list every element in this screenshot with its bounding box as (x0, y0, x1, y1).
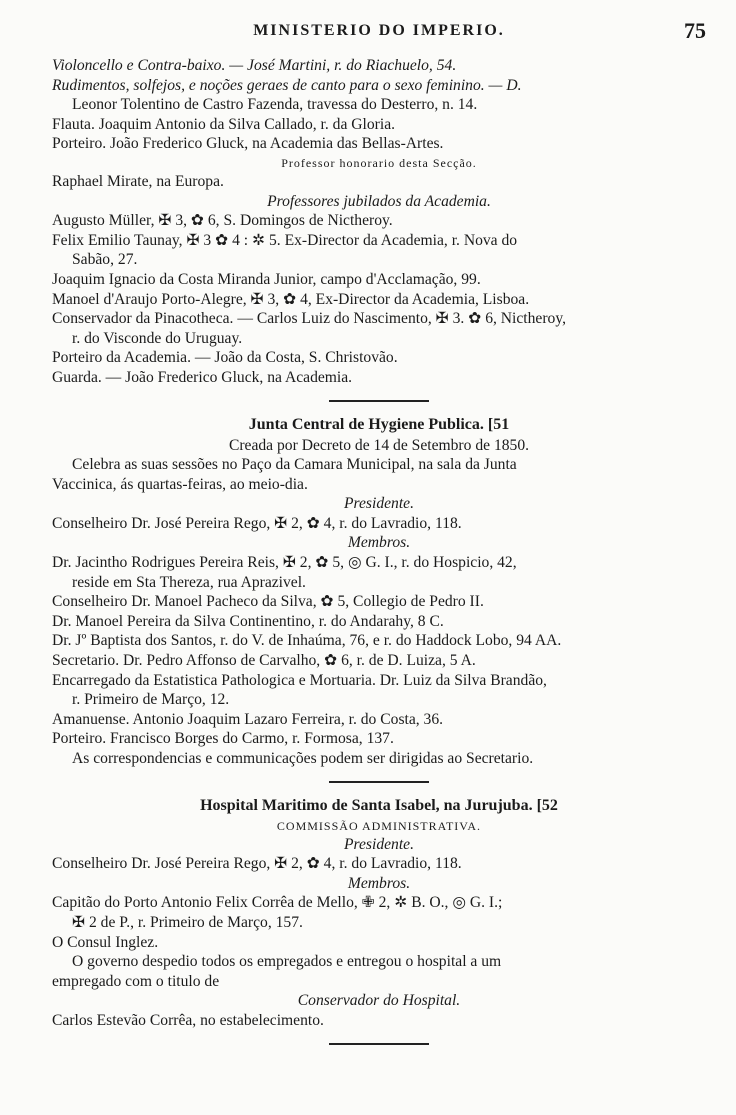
text-line: Membros. (347, 534, 411, 552)
text-line: Vaccinica, ás quartas-feiras, ao meio-dia. (52, 475, 308, 493)
text-line: Flauta. Joaquim Antonio da Silva Callado, r. da Gloria. (52, 115, 396, 133)
text-line: Conselheiro Dr. Manoel Pacheco da Silva, ✿ 5, Collegio de Pedro II. (52, 593, 484, 611)
text-line: Porteiro da Academia. — João da Costa, S. Christovão. (52, 349, 398, 367)
text-line: Porteiro. Francisco Borges do Carmo, r. Formosa, 137. (52, 730, 394, 748)
text-line: Dr. Jacintho Rodrigues Pereira Reis, ✠ 2, ✿ 5, ◎ G. I., r. do Hospicio, 42, (52, 554, 517, 572)
text-line: Dr. Manoel Pereira da Silva Continentino, r. do Andarahy, 8 C. (52, 612, 444, 630)
text-line: As correspondencias e communicações podem ser dirigidas ao Secretario. (72, 750, 534, 767)
text-line: Secretario. Dr. Pedro Affonso de Carvalho, ✿ 6, r. de D. Luiza, 5 A. (52, 652, 476, 670)
text-line: Violoncello e Contra-baixo. — José Martini, r. do Riachuelo, 54. (52, 57, 457, 74)
page-header (52, 18, 706, 56)
text-line: Leonor Tolentino de Castro Fazenda, travessa do Desterro, n. 14. (72, 96, 478, 114)
text-line: Capitão do Porto Antonio Felix Corrêa de Mello, ✙ 2, ✲ B. O., ◎ G. I.; (52, 894, 503, 912)
text-line: Joaquim Ignacio da Costa Miranda Junior, campo d'Acclamação, 99. (52, 270, 481, 288)
text-line: Professor honorario desta Secção. (281, 155, 477, 170)
text-line: Guarda. — João Frederico Gluck, na Academia. (52, 368, 353, 386)
text-line: r. Primeiro de Março, 12. (72, 691, 230, 709)
text-line: Conservador da Pinacotheca. — Carlos Luiz do Nascimento, ✠ 3. ✿ 6, Nictheroy, (52, 310, 567, 328)
text-line: empregado com o titulo de (52, 972, 220, 990)
text-line: Sabão, 27. (72, 251, 138, 269)
text-line: Carlos Estevão Corrêa, no estabelecimento. (52, 1011, 324, 1029)
text-line: Presidente. (343, 495, 414, 513)
section-divider (329, 1043, 429, 1045)
text-line: ✠ 2 de P., r. Primeiro de Março, 157. (72, 913, 303, 931)
text-line: Conselheiro Dr. José Pereira Rego, ✠ 2, ✿ 4, r. do Lavradio, 118. (52, 514, 462, 532)
section-hospital-maritimo (52, 795, 706, 1031)
section-title: Junta Central de Hygiene Publica. [51 (248, 415, 510, 433)
section-divider (329, 781, 429, 783)
text-line: Rudimentos, solfejos, e noções geraes de canto para o sexo feminino. — D. (52, 76, 522, 94)
text-line: Raphael Mirate, na Europa. (52, 172, 224, 190)
text-line: reside em Sta Thereza, rua Aprazivel. (72, 573, 306, 591)
text-line: r. do Visconde do Uruguay. (72, 329, 243, 347)
section-academia-bellas-artes (52, 56, 706, 388)
text-line: Manoel d'Araujo Porto-Alegre, ✠ 3, ✿ 4, Ex-Director da Academia, Lisboa. (52, 290, 530, 308)
text-line: Professores jubilados da Academia. (267, 192, 491, 210)
section-title: Hospital Maritimo de Santa Isabel, na Jurujuba. [52 (200, 796, 558, 814)
text-line: Augusto Müller, ✠ 3, ✿ 6, S. Domingos de Nictheroy. (52, 212, 393, 230)
section-junta-hygiene (52, 414, 706, 769)
text-line: O governo despedio todos os empregados e entregou o hospital a um (72, 953, 502, 971)
text-line: Membros. (347, 874, 411, 892)
section-divider (329, 400, 429, 402)
running-title: MINISTERIO DO IMPERIO. (253, 22, 505, 39)
text-line: Encarregado da Estatistica Pathologica e Mortuaria. Dr. Luiz da Silva Brandão, (52, 671, 547, 689)
text-line: Celebra as suas sessões no Paço da Camara Municipal, na sala da Junta (72, 456, 517, 474)
text-line: Creada por Decreto de 14 de Setembro de 1850. (228, 436, 530, 454)
page-number: 75 (684, 18, 706, 43)
text-line: O Consul Inglez. (52, 933, 159, 951)
text-line: Presidente. (343, 835, 414, 853)
text-line: Conservador do Hospital. (297, 992, 461, 1010)
text-line: Conselheiro Dr. José Pereira Rego, ✠ 2, ✿ 4, r. do Lavradio, 118. (52, 855, 462, 873)
text-line: COMMISSÃO ADMINISTRATIVA. (276, 818, 482, 833)
text-line: Porteiro. João Frederico Gluck, na Academia das Bellas-Artes. (52, 135, 444, 153)
text-line: Dr. Jº Baptista dos Santos, r. do V. de Inhaúma, 76, e r. do Haddock Lobo, 94 AA. (52, 632, 562, 650)
text-line: Felix Emilio Taunay, ✠ 3 ✿ 4 : ✲ 5. Ex-Director da Academia, r. Nova do (52, 231, 518, 249)
text-line: Amanuense. Antonio Joaquim Lazaro Ferreira, r. do Costa, 36. (52, 710, 444, 728)
